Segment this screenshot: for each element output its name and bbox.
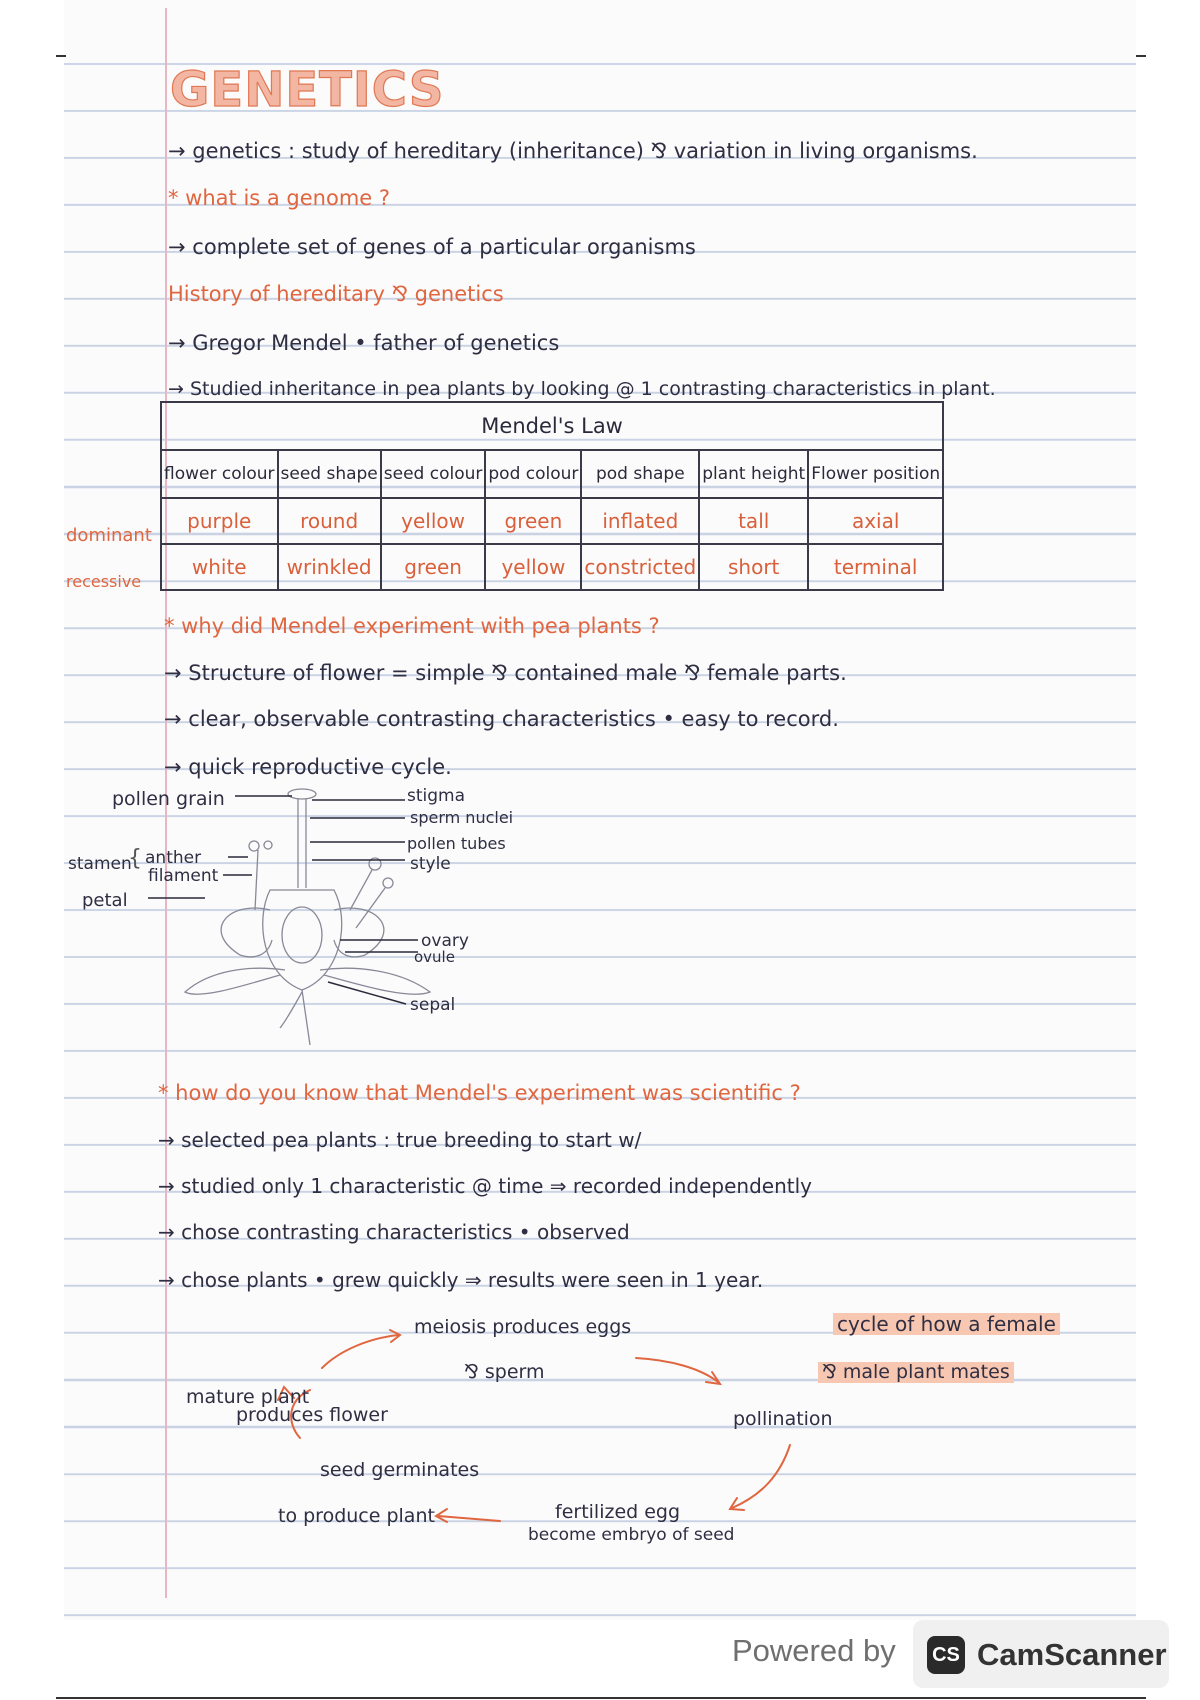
why-pea-reason: → quick reproductive cycle. bbox=[164, 755, 452, 779]
table-header-cell: seed shape bbox=[278, 450, 381, 498]
table-header-cell: seed colour bbox=[381, 450, 486, 498]
cycle-fertilized-egg: fertilized egg bbox=[555, 1501, 681, 1523]
genetics-definition: → genetics : study of hereditary (inheritance) ⅋ variation in living organisms. bbox=[168, 139, 978, 163]
scientific-reason: → selected pea plants : true breeding to start w/ bbox=[158, 1128, 642, 1152]
cycle-seed-germinates: seed germinates bbox=[320, 1459, 480, 1481]
history-heading: History of hereditary ⅋ genetics bbox=[168, 282, 504, 306]
cycle-pollination: pollination bbox=[733, 1408, 833, 1430]
label-anther: anther bbox=[145, 848, 202, 868]
table-header-cell: flower colour bbox=[161, 450, 278, 498]
corner-mark-left bbox=[56, 55, 66, 57]
page-title: GENETICS bbox=[170, 62, 445, 118]
studied-inheritance-line: → Studied inheritance in pea plants by looking @ 1 contrasting characteristics in plant. bbox=[168, 378, 996, 400]
table-cell: constricted bbox=[581, 544, 699, 590]
table-cell: round bbox=[278, 498, 381, 544]
label-sepal: sepal bbox=[410, 995, 456, 1015]
label-style: style bbox=[410, 854, 451, 874]
label-pollen-tubes: pollen tubes bbox=[407, 834, 506, 853]
table-header-cell: plant height bbox=[699, 450, 808, 498]
genome-question: * what is a genome ? bbox=[168, 186, 391, 210]
table-cell: terminal bbox=[808, 544, 943, 590]
table-cell: green bbox=[485, 498, 581, 544]
label-petal: petal bbox=[82, 890, 128, 911]
label-sperm-nuclei: sperm nuclei bbox=[410, 808, 514, 827]
scientific-reason: → studied only 1 characteristic @ time ⇒ recorded independently bbox=[158, 1174, 812, 1198]
mendel-table bbox=[160, 401, 941, 591]
cycle-note-line2: ⅋ male plant mates bbox=[818, 1362, 1014, 1383]
cycle-produces-flower: produces flower bbox=[236, 1404, 388, 1426]
table-header-row bbox=[161, 450, 943, 498]
mendel-father-line: → Gregor Mendel • father of genetics bbox=[168, 331, 560, 355]
table-cell: inflated bbox=[581, 498, 699, 544]
table-cell: tall bbox=[699, 498, 808, 544]
row-label-recessive: recessive bbox=[66, 572, 142, 591]
cycle-mature-plant: mature plant bbox=[186, 1386, 310, 1408]
scientific-question: * how do you know that Mendel's experiment was scientific ? bbox=[158, 1081, 801, 1105]
cycle-note-line1: cycle of how a female bbox=[833, 1313, 1060, 1335]
table-cell: axial bbox=[808, 498, 943, 544]
table-header-cell: pod shape bbox=[581, 450, 699, 498]
powered-by-text: Powered by bbox=[732, 1633, 896, 1668]
label-ovule: ovule bbox=[414, 948, 455, 966]
table-row-dominant bbox=[161, 498, 943, 544]
label-stigma: stigma bbox=[407, 786, 466, 806]
why-pea-reason: → clear, observable contrasting characteristics • easy to record. bbox=[164, 707, 839, 731]
camscanner-badge bbox=[913, 1620, 1169, 1688]
table-cell: green bbox=[381, 544, 486, 590]
label-filament: filament bbox=[148, 866, 219, 886]
cycle-meiosis: meiosis produces eggs bbox=[414, 1316, 632, 1338]
cycle-embryo: become embryo of seed bbox=[528, 1525, 735, 1545]
why-pea-reason: → Structure of flower = simple ⅋ contained male ⅋ female parts. bbox=[164, 661, 847, 685]
table-header-cell: Flower position bbox=[808, 450, 943, 498]
row-label-dominant: dominant bbox=[66, 525, 152, 546]
table-caption: Mendel's Law bbox=[161, 402, 943, 450]
genome-answer: → complete set of genes of a particular organisms bbox=[168, 235, 696, 259]
why-pea-question: * why did Mendel experiment with pea plants ? bbox=[164, 614, 660, 638]
table-row-recessive bbox=[161, 544, 943, 590]
cycle-sperm: ⅋ sperm bbox=[464, 1361, 545, 1383]
corner-mark-right bbox=[1136, 55, 1146, 57]
table-cell: yellow bbox=[485, 544, 581, 590]
label-ovary: ovary bbox=[421, 931, 469, 951]
label-pollen-grain: pollen grain bbox=[112, 788, 225, 810]
footer-rule bbox=[56, 1697, 1146, 1699]
cycle-to-produce-plant: to produce plant bbox=[278, 1505, 435, 1527]
table-cell: wrinkled bbox=[278, 544, 381, 590]
table-cell: white bbox=[161, 544, 278, 590]
stamen-brace: { bbox=[128, 846, 142, 871]
label-stamen: stamen bbox=[68, 854, 132, 874]
camscanner-logo-icon: CS bbox=[927, 1636, 965, 1674]
table-cell: yellow bbox=[381, 498, 486, 544]
scientific-reason: → chose plants • grew quickly ⇒ results were seen in 1 year. bbox=[158, 1268, 764, 1292]
table-cell: short bbox=[699, 544, 808, 590]
table-header-cell: pod colour bbox=[485, 450, 581, 498]
table-cell: purple bbox=[161, 498, 278, 544]
camscanner-brand: CamScanner bbox=[977, 1637, 1167, 1672]
scientific-reason: → chose contrasting characteristics • observed bbox=[158, 1220, 630, 1244]
